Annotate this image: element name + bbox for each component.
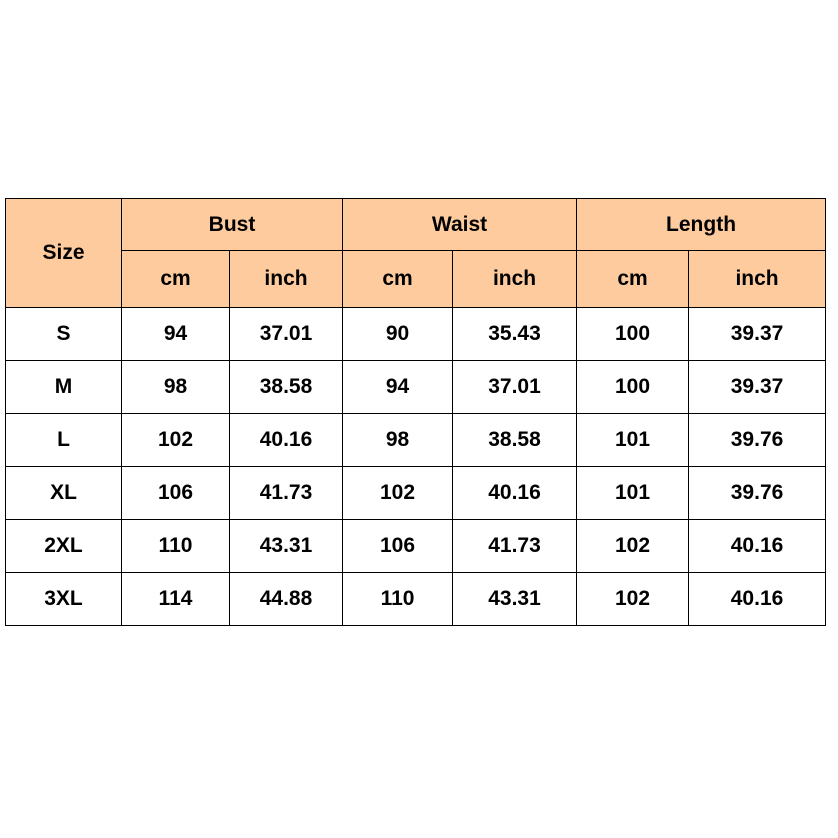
table-cell: 102	[122, 414, 230, 467]
table-cell: 41.73	[453, 520, 577, 573]
table-row	[6, 573, 826, 626]
table-cell: 40.16	[689, 520, 826, 573]
table-cell: 43.31	[453, 573, 577, 626]
unit-header: inch	[230, 251, 343, 308]
table-cell: 94	[122, 308, 230, 361]
table-cell: 35.43	[453, 308, 577, 361]
table-cell: 43.31	[230, 520, 343, 573]
table-cell: 114	[122, 573, 230, 626]
length-header: Length	[577, 199, 826, 251]
table-cell: 41.73	[230, 467, 343, 520]
bust-header: Bust	[122, 199, 343, 251]
unit-header: cm	[122, 251, 230, 308]
table-cell: 100	[577, 361, 689, 414]
table-cell: 38.58	[453, 414, 577, 467]
table-cell: 37.01	[230, 308, 343, 361]
table-cell: 98	[122, 361, 230, 414]
table-row	[6, 361, 826, 414]
unit-header: cm	[343, 251, 453, 308]
header-row-units	[6, 251, 826, 308]
table-cell: 39.37	[689, 308, 826, 361]
table-cell: 110	[122, 520, 230, 573]
table-cell: 40.16	[230, 414, 343, 467]
size-cell: 3XL	[6, 573, 122, 626]
table-cell: 98	[343, 414, 453, 467]
table-row	[6, 308, 826, 361]
table-cell: 102	[577, 520, 689, 573]
table-cell: 106	[122, 467, 230, 520]
table-cell: 44.88	[230, 573, 343, 626]
header-row-groups	[6, 199, 826, 251]
waist-header: Waist	[343, 199, 577, 251]
table-cell: 39.37	[689, 361, 826, 414]
table-cell: 106	[343, 520, 453, 573]
table-row	[6, 414, 826, 467]
unit-header: inch	[453, 251, 577, 308]
size-cell: L	[6, 414, 122, 467]
table-cell: 110	[343, 573, 453, 626]
table-cell: 38.58	[230, 361, 343, 414]
table-cell: 37.01	[453, 361, 577, 414]
size-cell: S	[6, 308, 122, 361]
unit-header: inch	[689, 251, 826, 308]
table-cell: 90	[343, 308, 453, 361]
table-cell: 101	[577, 467, 689, 520]
size-header: Size	[6, 199, 122, 308]
table-row	[6, 520, 826, 573]
table-cell: 39.76	[689, 467, 826, 520]
size-cell: XL	[6, 467, 122, 520]
size-chart-table	[5, 198, 826, 626]
table-row	[6, 467, 826, 520]
unit-header: cm	[577, 251, 689, 308]
table-cell: 101	[577, 414, 689, 467]
table-cell: 39.76	[689, 414, 826, 467]
size-cell: M	[6, 361, 122, 414]
table-cell: 102	[343, 467, 453, 520]
table-cell: 102	[577, 573, 689, 626]
table-cell: 94	[343, 361, 453, 414]
table-cell: 100	[577, 308, 689, 361]
table-cell: 40.16	[689, 573, 826, 626]
size-cell: 2XL	[6, 520, 122, 573]
table-cell: 40.16	[453, 467, 577, 520]
